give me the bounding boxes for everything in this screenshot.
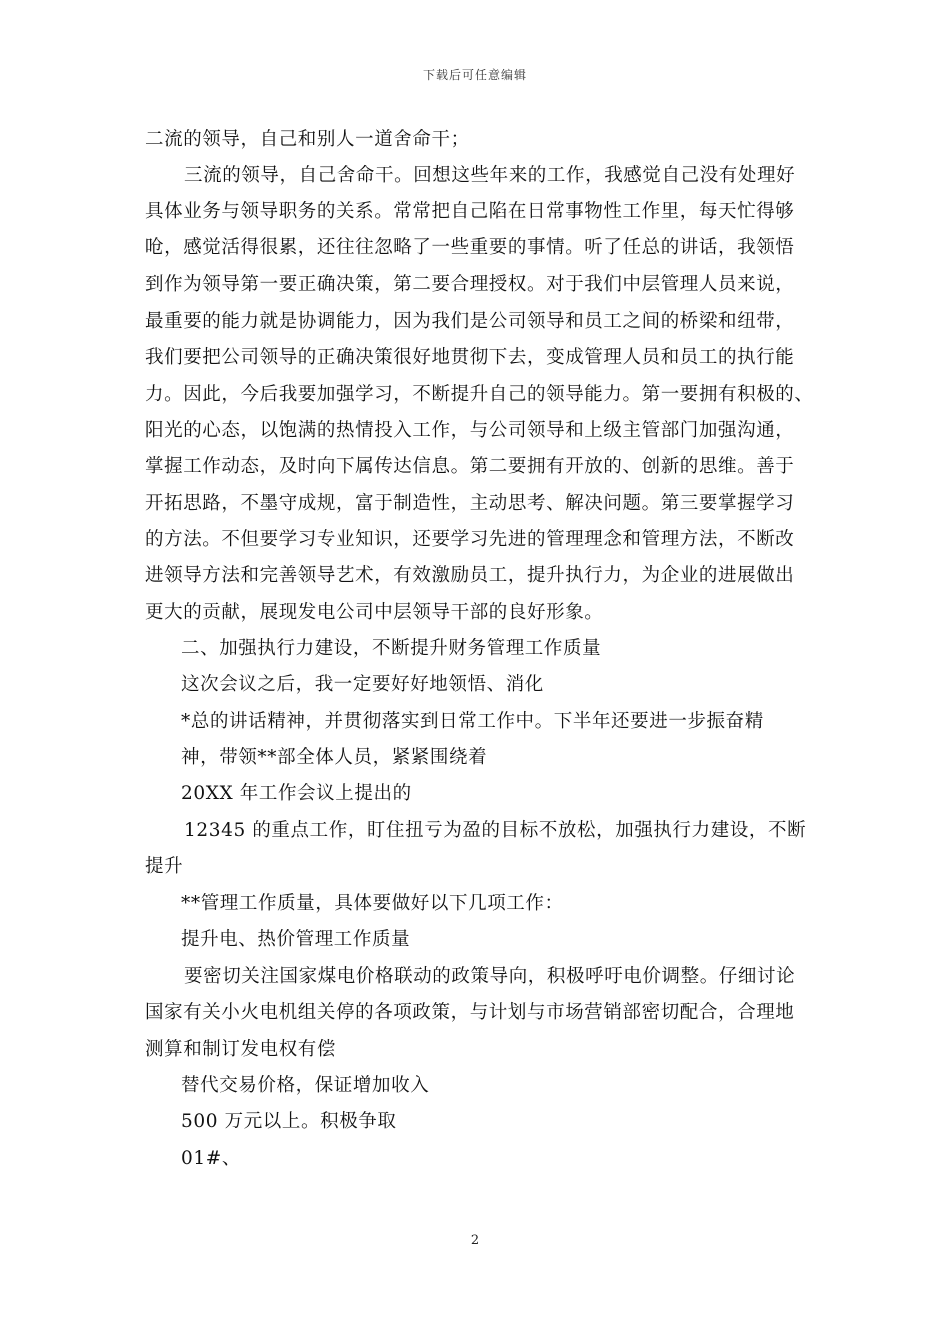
text-line: 国家有关小火电机组关停的各项政策，与计划与市场营销部密切配合，合理地 [145,1002,795,1023]
text-line: 神，带领**部全体人员，紧紧围绕着 [181,747,488,768]
text-line: 二流的领导，自己和别人一道舍命干； [145,129,470,150]
text-line: 12345 的重点工作，盯住扭亏为盈的目标不放松，加强执行力建设，不断 [184,820,807,841]
text-line: 的方法。不但要学习专业知识，还要学习先进的管理理念和管理方法，不断改 [145,529,795,550]
text-line: *总的讲话精神，并贯彻落实到日常工作中。下半年还要进一步振奋精 [181,711,764,732]
text-line: 到作为领导第一要正确决策，第二要合理授权。对于我们中层管理人员来说， [145,274,795,295]
text-line: 这次会议之后，我一定要好好地领悟、消化 [181,674,544,695]
subsection-heading: 提升电、热价管理工作质量 [181,929,411,950]
text-line: 阳光的心态，以饱满的热情投入工作，与公司领导和上级主管部门加强沟通， [145,420,795,441]
text-line: 最重要的能力就是协调能力，因为我们是公司领导和员工之间的桥梁和纽带， [145,311,795,332]
text-line: 开拓思路，不墨守成规，富于制造性，主动思考、解决问题。第三要掌握学习 [145,493,795,514]
section-heading: 二、加强执行力建设，不断提升财务管理工作质量 [181,638,602,659]
text-line: 呛，感觉活得很累，还往往忽略了一些重要的事情。听了任总的讲话，我领悟 [145,237,795,258]
text-line: 进领导方法和完善领导艺术，有效激励员工，提升执行力，为企业的进展做出 [145,565,795,586]
page-number: 2 [470,1233,480,1248]
text-line: 力。因此，今后我要加强学习，不断提升自己的领导能力。第一要拥有积极的、 [145,384,814,405]
text-line: 测算和制订发电权有偿 [145,1039,337,1060]
text-line: **管理工作质量，具体要做好以下几项工作： [181,893,564,914]
text-line: 替代交易价格，保证增加收入 [181,1075,430,1096]
text-line: 更大的贡献，展现发电公司中层领导干部的良好形象。 [145,602,604,623]
text-line: 掌握工作动态，及时向下属传达信息。第二要拥有开放的、创新的思维。善于 [145,456,795,477]
text-line: 我们要把公司领导的正确决策很好地贯彻下去，变成管理人员和员工的执行能 [145,347,795,368]
text-line: 三流的领导，自己舍命干。回想这些年来的工作，我感觉自己没有处理好 [184,165,796,186]
text-line: 具体业务与领导职务的关系。常常把自己陷在日常事物性工作里，每天忙得够 [145,201,795,222]
page-header: 下载后可任意编辑 [422,68,527,82]
text-line: 01#、 [181,1148,241,1169]
text-line: 500 万元以上。积极争取 [181,1111,397,1132]
text-line: 要密切关注国家煤电价格联动的政策导向，积极呼吁电价调整。仔细讨论 [184,966,796,987]
text-line: 20XX 年工作会议上提出的 [181,783,412,804]
text-line: 提升 [145,856,184,877]
